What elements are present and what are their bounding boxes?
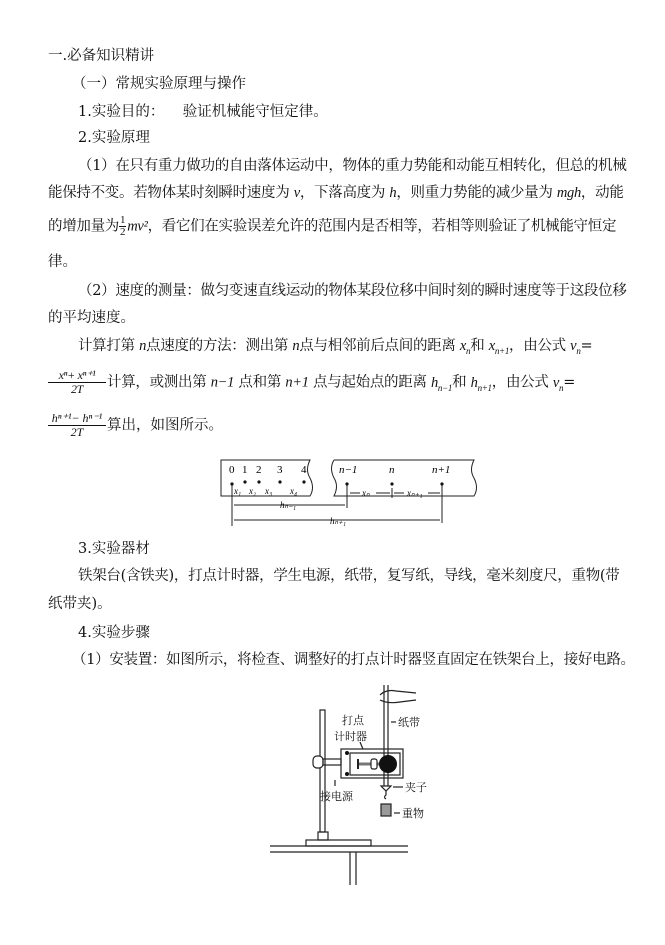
h: h — [470, 374, 478, 391]
x-label: x₃ — [265, 486, 273, 496]
principle-p1-line4: 律。 — [48, 254, 77, 270]
var-n: n — [139, 338, 147, 354]
apparatus-figure — [268, 680, 448, 885]
steps-line1: （1）安装置：如图所示，将检查、调整好的打点计时器竖直固定在铁架台上，接好电路。 — [72, 652, 635, 668]
sub: n — [576, 345, 581, 356]
dot-label: n — [389, 464, 395, 476]
fraction-xn — [48, 369, 106, 396]
denominator: 2 — [120, 226, 126, 238]
var-vn — [553, 375, 563, 391]
text: 能保持不变。若物体某时刻瞬时速度为 — [48, 185, 290, 201]
weight — [381, 804, 391, 816]
principle-p3-line1 — [78, 336, 592, 356]
timer-label-line1: 打点 — [342, 715, 364, 727]
x-label: x₂ — [249, 486, 257, 496]
clip-label: 夹子 — [405, 782, 427, 794]
numerator: 1 — [120, 214, 126, 226]
text: 和 — [470, 338, 485, 354]
equipment-line1: 铁架台(含铁夹)，打点计时器，学生电源，纸带，复写纸，导线，毫米刻度尺，重物(带 — [78, 568, 620, 584]
steps-label: 4.实验步骤 — [78, 625, 150, 641]
text: 和 — [452, 374, 467, 391]
fraction-half — [119, 215, 126, 238]
principle-p3-line2 — [48, 369, 575, 396]
var-mgh: mgh — [556, 185, 581, 201]
principle-p1-line1: （1）在只有重力做功的自由落体运动中，物体的重力势能和动能互相转化，但总的机械 — [78, 158, 627, 174]
var-n: n — [292, 338, 300, 354]
principle-p1-line3 — [48, 215, 616, 238]
text: ，由公式 — [509, 338, 566, 354]
dot-label: 0 — [229, 464, 235, 476]
var-mv2: mv² — [127, 218, 148, 235]
xn1-label: xₙ₊₁ — [407, 488, 423, 498]
text: 点与相邻前后点间的距离 — [299, 338, 456, 354]
sub: n — [559, 382, 564, 393]
purpose-line — [78, 102, 328, 122]
hand — [380, 691, 416, 703]
hn-minus-label: hₙ₋₁ — [280, 500, 296, 510]
x: x — [488, 338, 495, 354]
denominator: 2T — [70, 382, 84, 396]
equipment-label: 3.实验器材 — [78, 541, 150, 557]
var-xn1 — [489, 338, 509, 354]
text: ，则重力势能的减少量为 — [396, 185, 553, 201]
purpose-label: 1.实验目的： — [78, 104, 165, 120]
fraction-hn — [48, 412, 106, 439]
principle-p3-line3 — [48, 412, 223, 439]
timer-disc — [379, 755, 397, 773]
text: 点和第 — [238, 374, 282, 391]
x-label: x₄ — [290, 486, 298, 496]
v: v — [552, 374, 560, 391]
hn-plus-label: hₙ₊₁ — [330, 516, 346, 526]
equals: = — [563, 374, 576, 391]
h: h — [430, 374, 438, 391]
var-h: h — [389, 185, 397, 201]
principle-p2-line1: （2）速度的测量：做匀变速直线运动的物体某段位移中间时刻的瞬时速度等于这段位移 — [78, 283, 627, 299]
stand-base — [306, 840, 371, 846]
dot-label: n+1 — [432, 464, 451, 476]
var-xn — [460, 338, 470, 354]
text: ，由公式 — [491, 374, 549, 391]
text: ，看它们在实验误差允许的范围内是否相等，若相等则验证了机械能守恒定 — [147, 218, 617, 235]
dot-label: 4 — [301, 464, 307, 476]
var-n+1: n+1 — [285, 374, 309, 391]
text: ，下落高度为 — [299, 185, 386, 201]
text: 计算打第 — [78, 338, 135, 354]
var-hn+1 — [471, 375, 492, 391]
equals: = — [580, 338, 593, 354]
xn-label: xₙ — [362, 488, 370, 498]
subsection-heading: （一）常规实验原理与操作 — [72, 76, 246, 92]
timer-label-line2: 计时器 — [334, 731, 367, 743]
x-label: x₁ — [234, 486, 242, 496]
text: 计算，或测出第 — [107, 374, 207, 391]
var-n-1: n−1 — [210, 374, 235, 391]
numerator: hⁿ⁺¹− hⁿ⁻¹ — [48, 412, 106, 426]
principle-p2-line2: 的平均速度。 — [48, 310, 135, 326]
text: 算出，如图所示。 — [107, 417, 223, 434]
text: 点速度的方法：测出第 — [146, 338, 289, 354]
dot-label: 3 — [277, 464, 283, 476]
principle-label: 2.实验原理 — [78, 130, 150, 146]
purpose-text: 验证机械能守恒定律。 — [182, 104, 328, 120]
text: 点与起始点的距离 — [313, 374, 427, 391]
stand-rod — [320, 710, 325, 832]
numerator: xⁿ+ xⁿ⁺¹ — [48, 369, 106, 383]
denominator: 2T — [70, 425, 84, 439]
var-hn-1 — [431, 375, 452, 391]
tape-label: 纸带 — [398, 717, 420, 729]
power-label: 接电源 — [320, 791, 353, 803]
x: x — [459, 338, 466, 354]
dot-label: 1 — [242, 464, 248, 476]
sub: n−1 — [437, 382, 453, 393]
text: 的增加量为 — [48, 218, 119, 235]
paper-tape-figure — [212, 456, 480, 528]
sub: n+1 — [494, 345, 510, 356]
section-heading: 一.必备知识精讲 — [48, 48, 155, 64]
dot-label: 2 — [256, 464, 262, 476]
sub: n+1 — [477, 382, 492, 393]
sub: n — [466, 345, 471, 356]
var-vn — [570, 338, 580, 354]
weight-label: 重物 — [402, 808, 424, 820]
dot-label: n−1 — [339, 464, 358, 476]
principle-p1-line2 — [48, 183, 624, 203]
equipment-line2: 纸带夹)。 — [48, 596, 112, 612]
v: v — [570, 338, 577, 354]
text: ，动能 — [580, 185, 624, 201]
var-v: v — [293, 185, 300, 201]
